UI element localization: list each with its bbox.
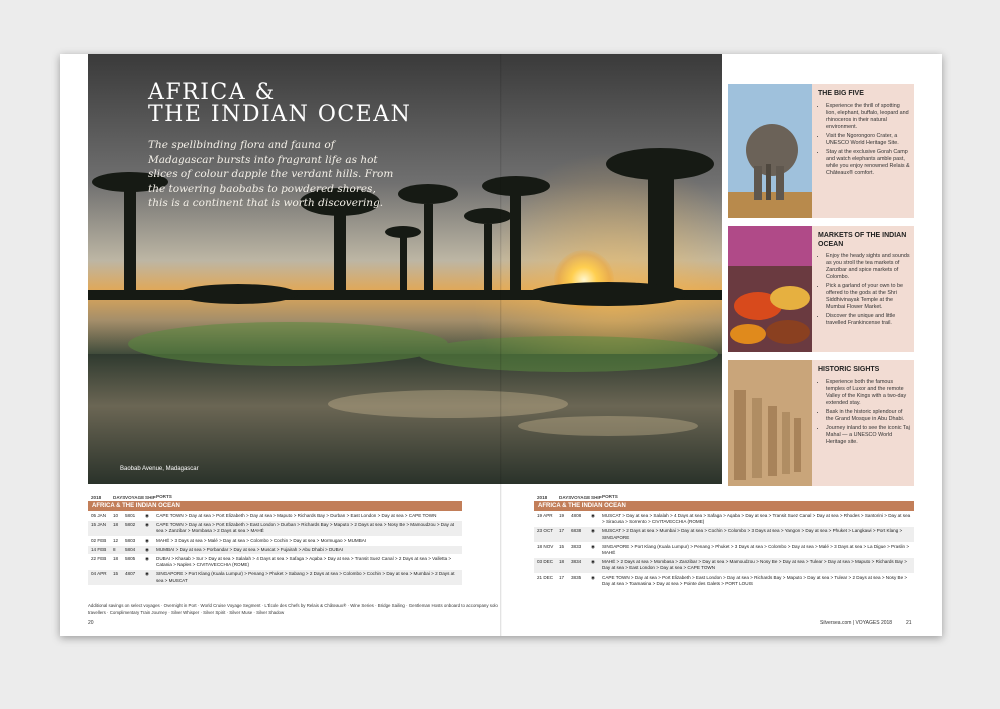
table-row <box>88 570 462 585</box>
row-days: 15 <box>113 571 119 577</box>
photo-caption: Baobab Avenue, Madagascar <box>120 466 199 472</box>
row-date: 03 DEC <box>537 559 554 565</box>
row-ports: DUBAI > Khasab > Sur > Day at sea > Salalah > 4 Days at sea > Safaga > Aqaba > Day at sea > Transit Suez Canal > 2 Days at sea > Valletta > Catania > Naples > CIVITAVECCHIA (ROME) <box>156 556 452 568</box>
row-voyage: 5801 <box>125 513 136 518</box>
row-ports: CAPE TOWN > Day at sea > Port Elizabeth > East London > Day at sea > Richards Bay > Maputo > Day at sea > Tulear > 2 Days at sea > Nosy Be > Day at sea > Toamasina > Day at sea > Pointe des Galets > PORT LOUIS <box>602 574 908 586</box>
row-date: 22 FEB <box>91 556 107 562</box>
panel-bullets <box>818 103 910 177</box>
row-voyage: 5804 <box>125 546 136 552</box>
panel-bullets <box>818 379 910 446</box>
symbol-legend: Additional savings on select voyages · Overnight in Port · World Cruise Voyage Segment · L'École des Chefs by Relais & Châteaux® · Wine Series · Bridge Sailing · Gentleman Hosts onboard to accompany solo travellers · Complimentary Train Journey · Silver Whisper · Silver Spirit · Silver Muse · Silver Shadow <box>88 603 498 615</box>
voyage-table-left <box>88 494 462 586</box>
row-date: 18 NOV <box>537 543 554 549</box>
row-days: 18 <box>113 556 119 562</box>
row-ports: MUSCAT > Day at sea > Salalah > 4 Days at sea > Safaga > Aqaba > Day at sea > Transit Suez Canal > Day at sea > Rhodes > Santorini > Day at sea > Siracusa > Sorrento > CIVITAVECCHIA (ROME) <box>602 513 911 525</box>
bullet: • Discover the unique and little travelled Frankincense trail. <box>826 313 910 327</box>
row-date: 02 FEB <box>91 537 107 543</box>
table-row <box>88 521 462 536</box>
footer-site: Silversea.com | VOYAGES 2018 <box>820 620 893 626</box>
row-voyage: 5803 <box>125 537 136 543</box>
ship-icon: ◉ <box>145 513 150 518</box>
row-days: 10 <box>113 513 119 518</box>
row-ports: SINGAPORE > Port Klang (Kuala Lumpur) > Penang > Phuket > Sabang > 2 Days at sea > Colombo > Cochin > Day at sea > Mumbai > 2 Days at sea > MUSCAT <box>156 571 455 583</box>
title-line-2: THE INDIAN OCEAN <box>148 102 412 127</box>
row-days: 18 <box>113 522 119 528</box>
row-voyage: 5805 <box>125 556 136 562</box>
row-days: 19 <box>559 513 565 518</box>
page-number-left: 20 <box>88 620 94 626</box>
col-ship: SHIP <box>591 495 602 500</box>
table-header <box>534 494 914 501</box>
ship-icon: ◉ <box>145 546 150 552</box>
row-days: 8 <box>113 546 116 552</box>
row-voyage: 5802 <box>125 522 136 528</box>
bullet: • Experience both the famous temples of Luxor and the remote Valley of the Kings with a two-day extended stay. <box>826 379 910 407</box>
ship-icon: ◉ <box>591 574 596 580</box>
panel-text <box>818 232 910 329</box>
row-ports: MAHÉ > 2 Days at sea > Mombasa > Zanzibar > Day at sea > Mamoudzou > Nosy Be > Day at sea > Tulear > Day at sea > Maputo > Richards Bay > Day at sea > East London > Day at sea > CAPE TOWN <box>602 559 907 571</box>
elephant-photo <box>728 84 812 218</box>
col-ports: PORTS <box>602 494 618 500</box>
spine-shadow <box>500 54 502 636</box>
table-row <box>534 512 914 527</box>
bullet: • Experience the thrill of spotting lion, elephant, buffalo, leopard and rhinoceros in their natural environment. <box>826 103 910 131</box>
hero-photo <box>88 54 722 484</box>
col-voyage: VOYAGE <box>571 495 591 500</box>
row-date: 15 JAN <box>91 522 107 528</box>
table-rows <box>534 512 914 589</box>
col-ports: PORTS <box>156 494 172 500</box>
bullet: • Stay at the exclusive Gorah Camp and watch elephants amble past, while you enjoy renowned Relais & Châteaux® comfort. <box>826 149 910 177</box>
panel-title: MARKETS OF THE INDIAN OCEAN <box>818 232 907 248</box>
table-row <box>88 555 462 570</box>
table-row <box>88 512 462 521</box>
row-ports: MAHÉ > 3 Days at sea > Malé > Day at sea > Colombo > Cochin > Day at sea > Mormugao > MUMBAI <box>156 537 367 543</box>
panel-text <box>818 90 910 179</box>
row-days: 12 <box>113 537 119 543</box>
table-rows <box>88 512 462 586</box>
row-days: 18 <box>559 559 565 565</box>
bullet: • Enjoy the heady sights and sounds as you stroll the tea markets of Zanzibar and spice markets of Colombo. <box>826 253 910 281</box>
table-header <box>88 494 462 501</box>
row-voyage: 3835 <box>571 574 582 580</box>
panel-historic <box>728 360 914 486</box>
ship-icon: ◉ <box>145 556 150 562</box>
table-row <box>534 558 914 573</box>
col-days: DAYS <box>113 495 126 500</box>
bullet: • Visit the Ngorongoro Crater, a UNESCO World Heritage Site. <box>826 133 910 147</box>
panel-title: HISTORIC SIGHTS <box>818 366 880 373</box>
table-row <box>534 574 914 589</box>
panel-markets <box>728 226 914 352</box>
ship-icon: ◉ <box>145 522 150 528</box>
title-line-1: AFRICA & <box>148 80 276 105</box>
panel-title: THE BIG FIVE <box>818 90 864 97</box>
table-row <box>534 543 914 558</box>
ship-icon: ◉ <box>145 571 150 577</box>
row-ports: SINGAPORE > Port Klang (Kuala Lumpur) > Penang > Phuket > 3 Days at sea > Colombo > Day at sea > Malé > 3 Days at sea > La Digue > Praslin > MAHÉ <box>602 543 910 556</box>
intro-paragraph: The spellbinding flora and fauna of Madagascar bursts into fragrant life as hot slices of colour dapple the verdant hills. From the towering baobabs to powdered shores, this is a continent that is worth discovering. <box>148 139 394 209</box>
page-number-right: 21 <box>906 620 912 626</box>
table-row <box>534 527 914 542</box>
col-ship: SHIP <box>145 495 156 500</box>
table-row <box>88 546 462 555</box>
row-voyage: 3834 <box>571 559 582 565</box>
row-voyage: 4807 <box>125 571 136 577</box>
spice-market-photo <box>728 226 812 352</box>
temple-statues-photo <box>728 360 812 486</box>
row-date: 23 OCT <box>537 528 554 534</box>
section-header: AFRICA & THE INDIAN OCEAN <box>534 501 914 511</box>
row-ports: MUSCAT > 2 Days at sea > Mumbai > Day at sea > Cochin > Colombo > 3 Days at sea > Yangon > Day at sea > Phuket > Langkawi > Port Klang > SINGAPORE <box>602 528 903 540</box>
table-row <box>88 537 462 546</box>
panel-big-five <box>728 84 914 218</box>
bullet: • Bask in the historic splendour of the Grand Mosque in Abu Dhabi. <box>826 409 910 423</box>
ship-icon: ◉ <box>145 537 150 543</box>
col-days: DAYS <box>559 495 572 500</box>
row-date: 05 JAN <box>91 513 107 518</box>
row-date: 14 FEB <box>91 546 107 552</box>
voyage-table-right <box>534 494 914 589</box>
row-date: 19 APR <box>537 513 553 518</box>
col-year: 2018 <box>537 495 548 500</box>
col-voyage: VOYAGE <box>125 495 145 500</box>
row-days: 17 <box>559 528 565 534</box>
row-ports: MUMBAI > Day at sea > Porbandar > Day at sea > Muscat > Fujairah > Abu Dhabi > DUBAI <box>156 546 344 552</box>
col-year: 2018 <box>91 495 102 500</box>
row-ports: CAPE TOWN > Day at sea > Port Elizabeth > Day at sea > Maputo > Richards Bay > Durban > East London > Day at sea > CAPE TOWN <box>156 513 437 518</box>
row-voyage: 6838 <box>571 528 582 534</box>
ship-icon: ◉ <box>591 543 596 549</box>
row-days: 17 <box>559 574 565 580</box>
ship-icon: ◉ <box>591 559 596 565</box>
row-days: 15 <box>559 543 565 549</box>
bullet: • Pick a garland of your own to be offered to the gods at the Shri Siddhivinayak Temple at the Mumbai Flower Market. <box>826 283 910 311</box>
ship-icon: ◉ <box>591 513 596 518</box>
section-header: AFRICA & THE INDIAN OCEAN <box>88 501 462 511</box>
row-date: 04 APR <box>91 571 107 577</box>
row-voyage: 4808 <box>571 513 582 518</box>
page-title <box>148 82 411 126</box>
row-ports: CAPE TOWN > Day at sea > Port Elizabeth > East London > Durban > Richards Bay > Maputo > 2 Days at sea > Nosy Be > Mamoudzou > Day at sea > Zanzibar > Mombasa > 2 Days at sea > MAHÉ <box>156 522 455 534</box>
panel-text <box>818 366 910 448</box>
row-voyage: 3833 <box>571 543 582 549</box>
bullet: • Journey inland to see the iconic Taj Mahal — a UNESCO World Heritage site. <box>826 425 910 446</box>
brochure-spread <box>60 54 942 636</box>
row-date: 21 DEC <box>537 574 554 580</box>
panel-bullets <box>818 253 910 327</box>
ship-icon: ◉ <box>591 528 596 534</box>
